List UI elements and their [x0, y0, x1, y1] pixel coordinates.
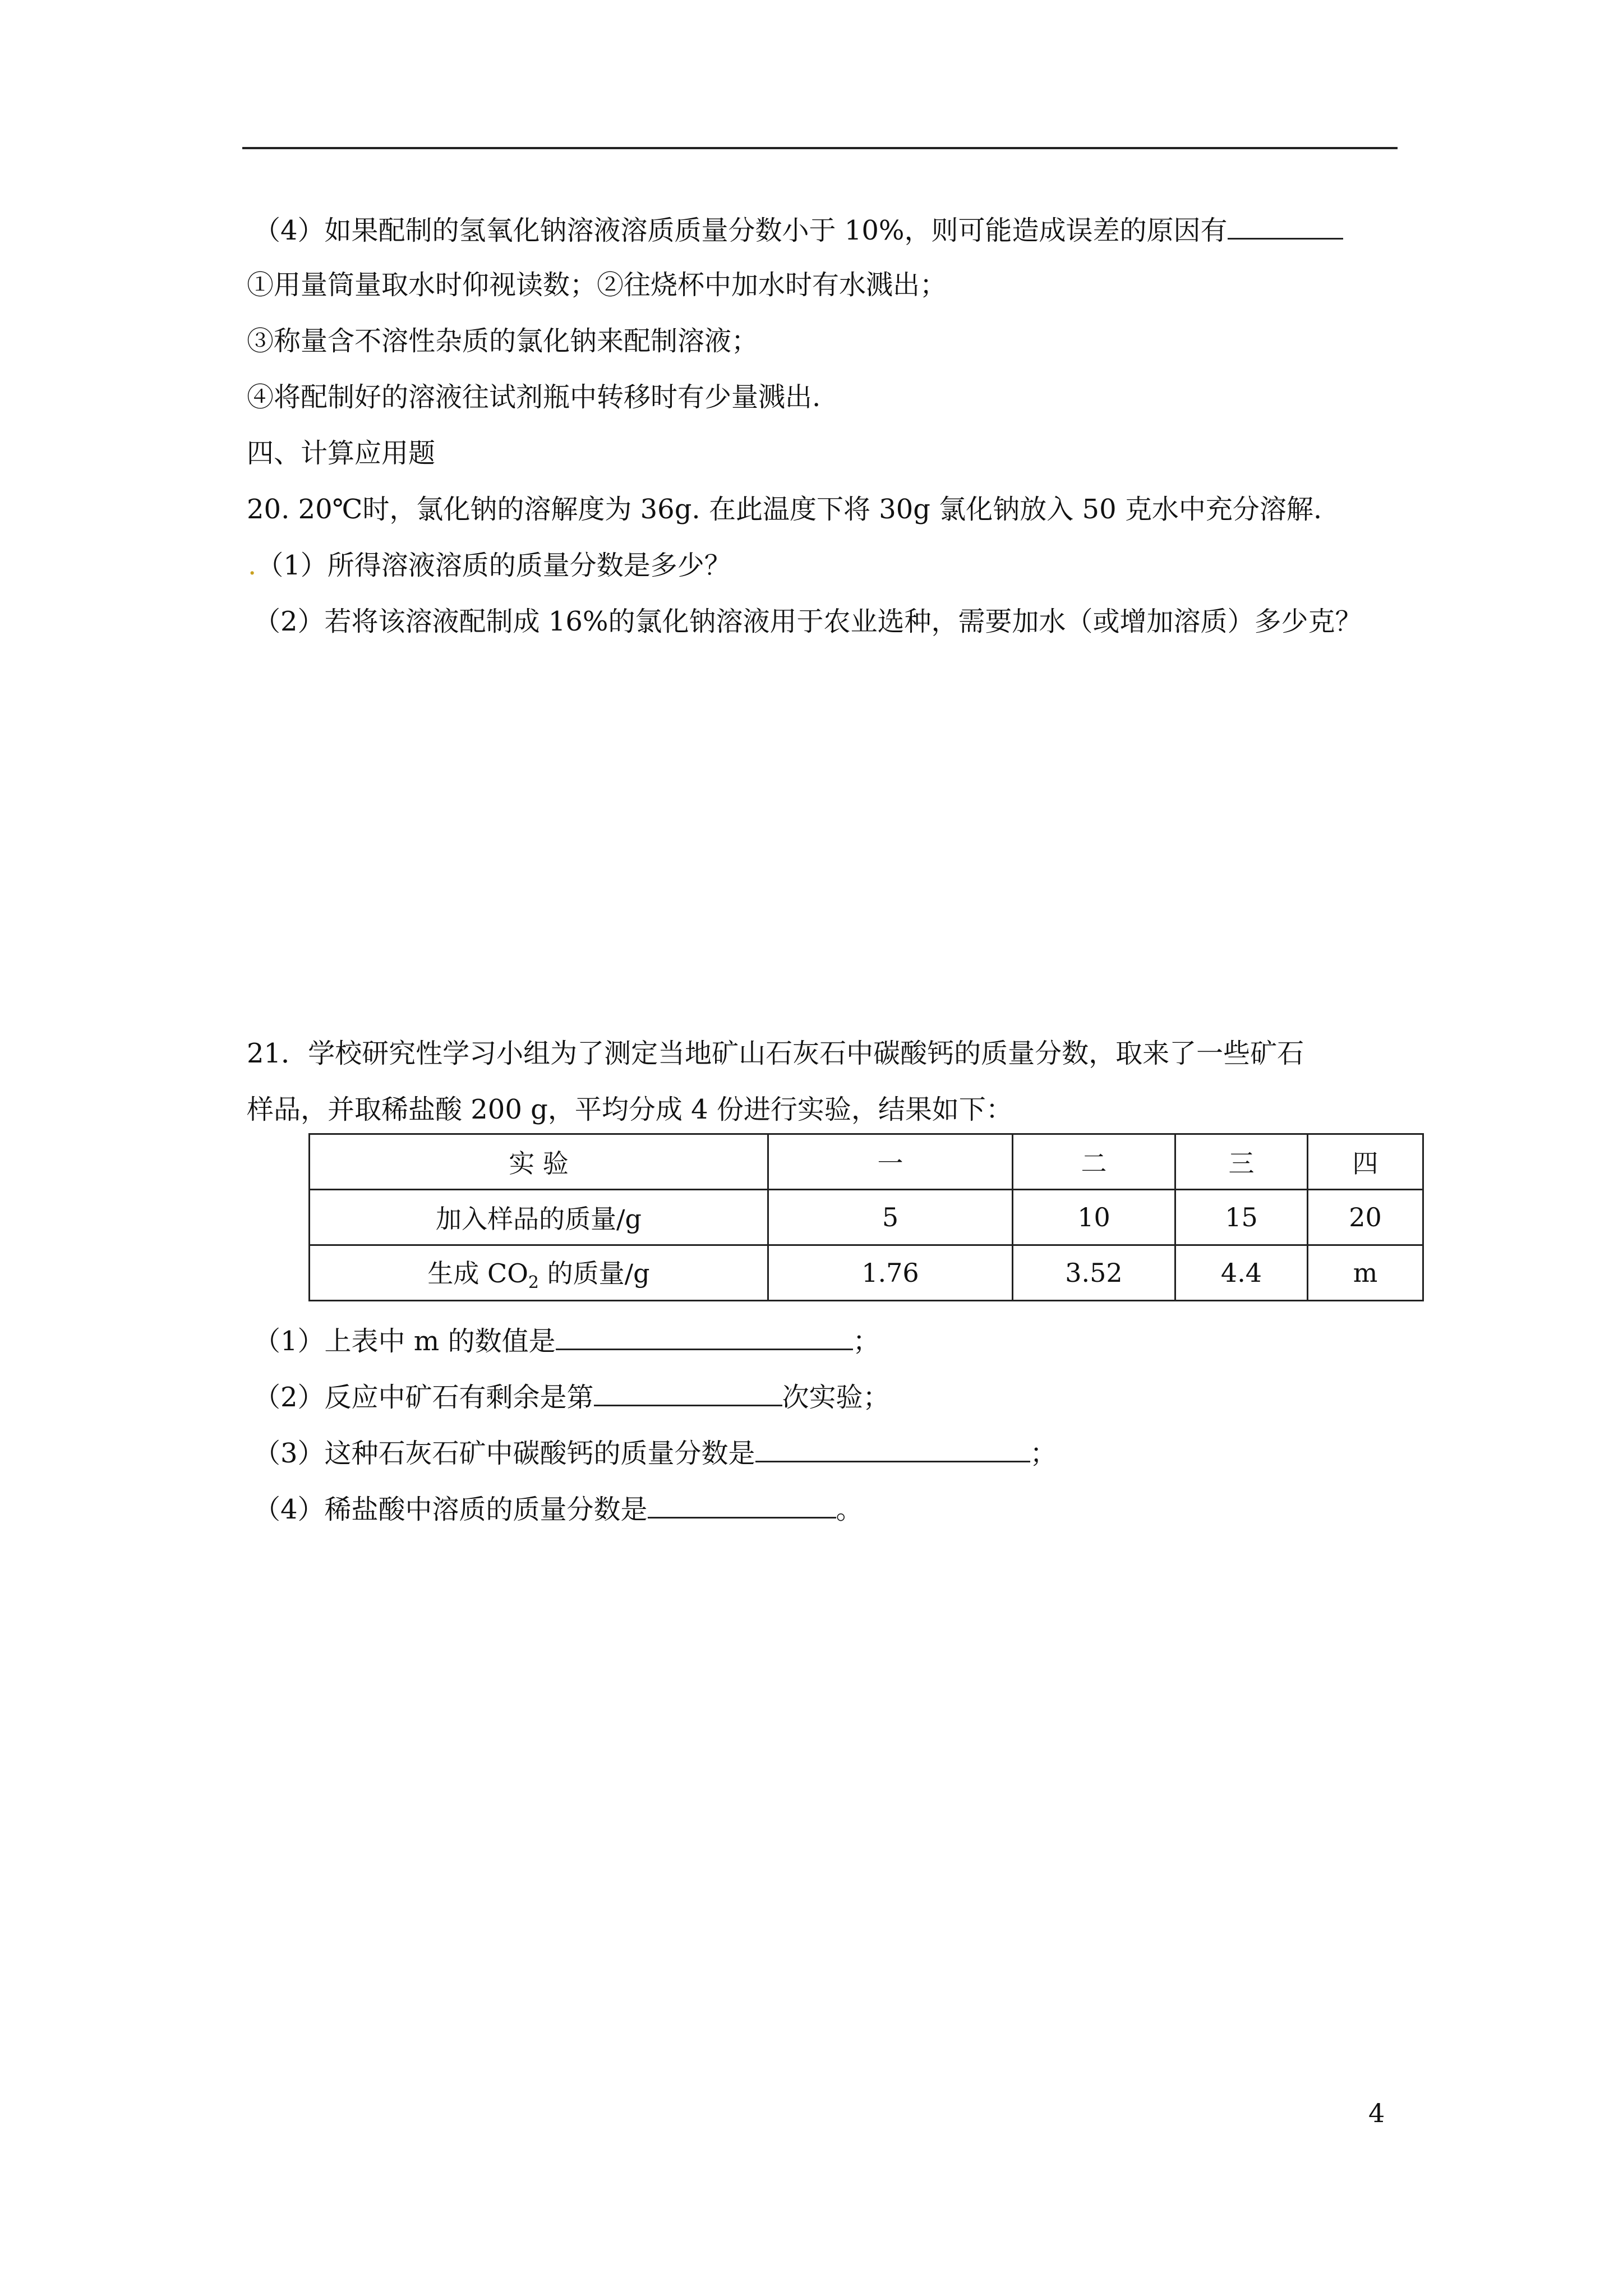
table-row — [310, 1245, 1423, 1301]
q21-part3: （3）这种石灰石矿中碳酸钙的质量分数是 ； — [253, 1435, 1057, 1470]
table-cell: 10 — [1013, 1190, 1175, 1245]
results-table — [308, 1133, 1424, 1301]
q21-stem-line1: 21．学校研究性学习小组为了测定当地矿山石灰石中碳酸钙的质量分数，取来了一些矿石 — [247, 1038, 1304, 1069]
answer-blank[interactable] — [556, 1323, 853, 1350]
table-cell: 15 — [1175, 1190, 1308, 1245]
table-cell: 二 — [1013, 1134, 1175, 1190]
table-cell: 3.52 — [1013, 1245, 1175, 1301]
table-cell: 三 — [1175, 1134, 1308, 1190]
table-cell: 20 — [1308, 1190, 1423, 1245]
q19-option-3: ③称量含不溶性杂质的氯化钠来配制溶液； — [247, 325, 759, 357]
table-header-row — [310, 1134, 1423, 1190]
table-cell: 5 — [768, 1190, 1013, 1245]
table-row — [310, 1190, 1423, 1245]
q21-part2: （2）反应中矿石有剩余是第 次实验； — [253, 1379, 890, 1414]
q20-part2: （2）若将该溶液配制成 16%的氯化钠溶液用于农业选种，需要加水（或增加溶质）多少克？ — [253, 606, 1362, 637]
q20-stem: 20. 20℃时，氯化钠的溶解度为 36g. 在此温度下将 30g 氯化钠放入 50 克水中充分溶解. — [247, 494, 1322, 525]
q21-part4: （4）稀盐酸中溶质的质量分数是 。 — [253, 1491, 863, 1526]
page-number: 4 — [1368, 2098, 1385, 2128]
q20-part1: .（1）所得溶液溶质的质量分数是多少？ — [248, 550, 731, 581]
table-cell: 生成 $CO_2$ 的质量/g — [310, 1245, 768, 1301]
table-cell: 一 — [768, 1134, 1013, 1190]
table-cell: m — [1308, 1245, 1423, 1301]
q21-part1: （1）上表中 m 的数值是 ； — [253, 1323, 880, 1358]
answer-blank[interactable] — [1228, 212, 1343, 240]
q21-stem-line2: 样品，并取稀盐酸 200 g，平均分成 4 份进行实验，结果如下： — [247, 1094, 1013, 1125]
mark-dot: . — [248, 550, 257, 581]
table-cell: 4.4 — [1175, 1245, 1308, 1301]
table-cell: 实 验 — [310, 1134, 768, 1190]
answer-blank[interactable] — [755, 1435, 1030, 1462]
answer-blank[interactable] — [594, 1379, 782, 1406]
table-cell: 加入样品的质量/g — [310, 1190, 768, 1245]
answer-blank[interactable] — [648, 1491, 836, 1519]
q19-part4: （4）如果配制的氢氧化钠溶液溶质质量分数小于 10%，则可能造成误差的原因有 — [253, 212, 1343, 247]
q19-option-4: ④将配制好的溶液往试剂瓶中转移时有少量溅出. — [247, 381, 821, 413]
table-cell: 1.76 — [768, 1245, 1013, 1301]
section-heading: 四、计算应用题 — [247, 438, 436, 469]
q19-option-1-2: ①用量筒量取水时仰视读数；②往烧杯中加水时有水溅出； — [247, 269, 947, 301]
header-rule — [242, 147, 1398, 149]
table-cell: 四 — [1308, 1134, 1423, 1190]
